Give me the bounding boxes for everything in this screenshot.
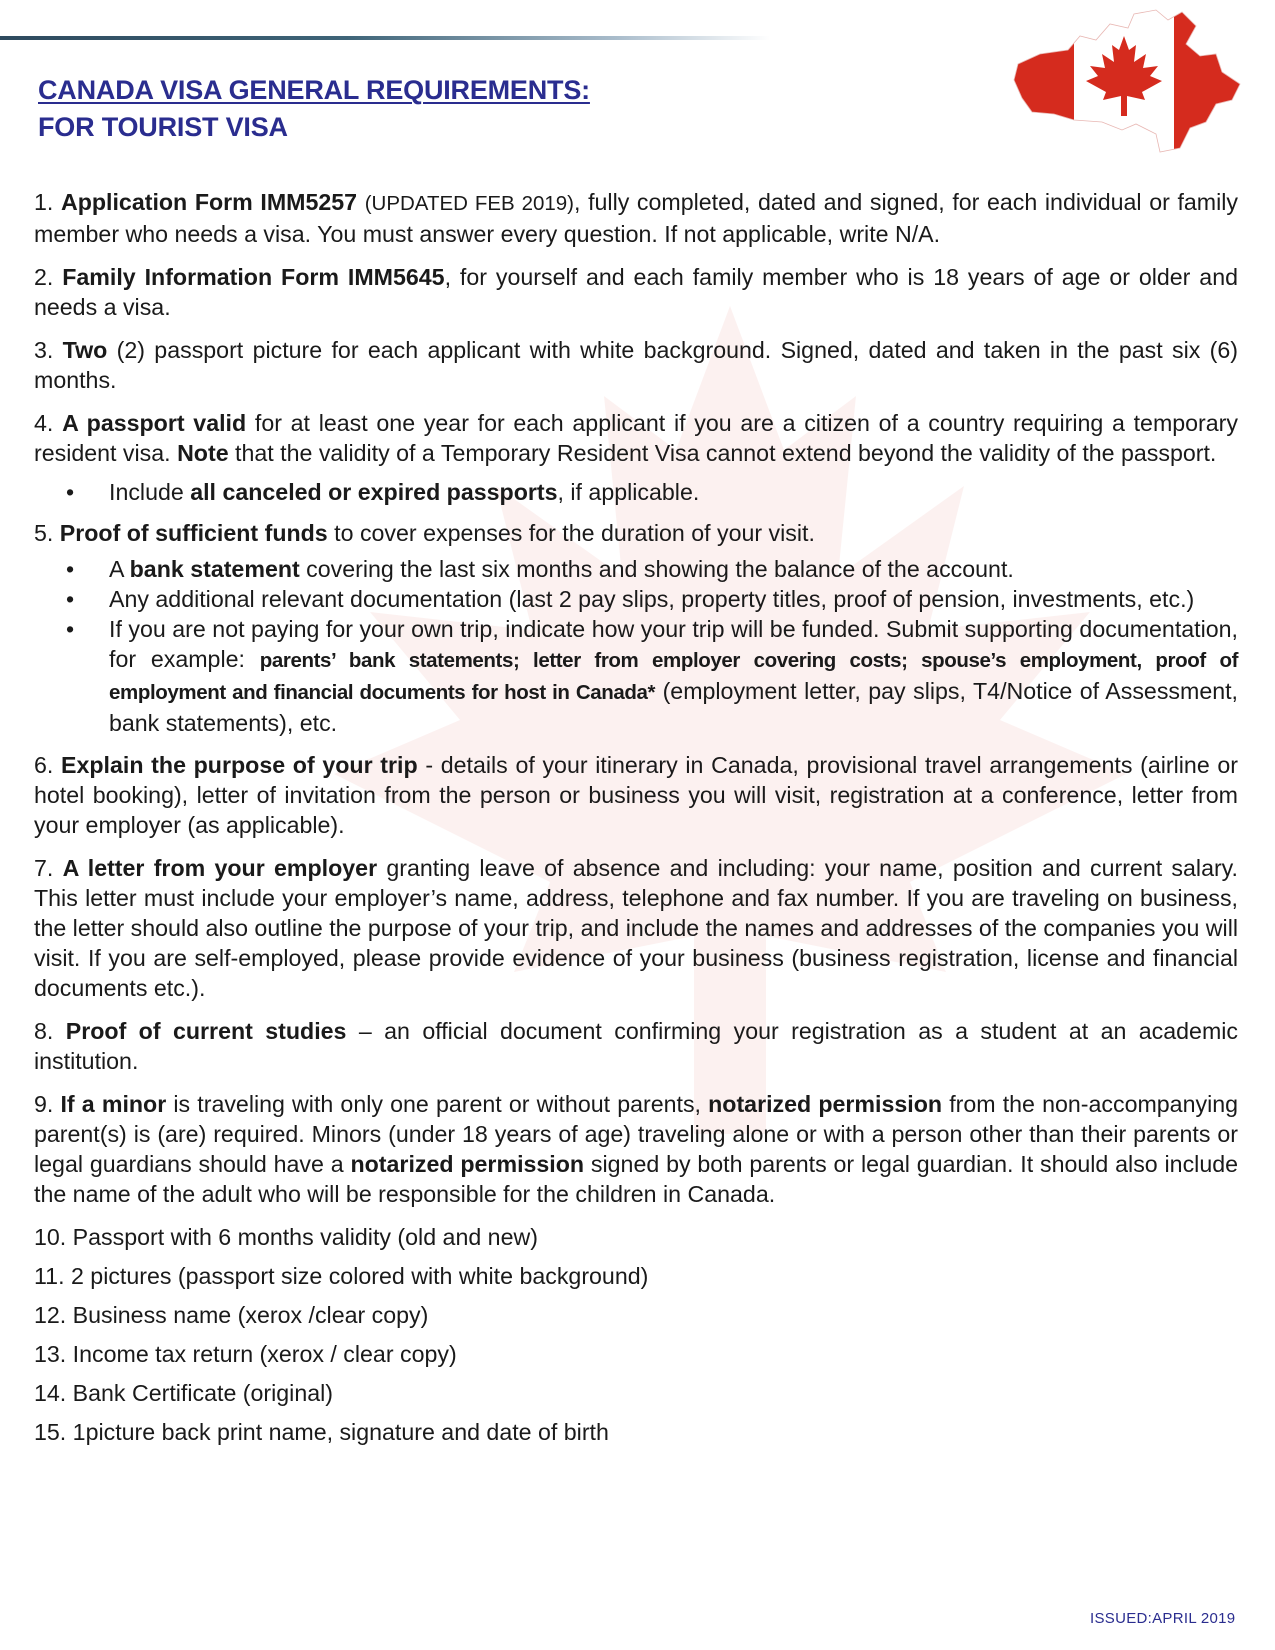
requirement-5-bullets: [34, 554, 1238, 738]
bullet-item: [34, 614, 1238, 738]
item-text: is traveling with only one parent or without parents,: [166, 1091, 709, 1117]
item-title: If a minor: [60, 1091, 167, 1117]
requirement-12: 12. Business name (xerox /clear copy): [34, 1302, 429, 1328]
item-text: to cover expenses for the duration of your visit.: [327, 520, 815, 546]
requirement-3: [34, 335, 1238, 395]
item-text: that the validity of a Temporary Resident Visa cannot extend beyond the validity of the passport.: [228, 440, 1217, 466]
requirement-6: [34, 750, 1238, 840]
requirement-15: 15. 1picture back print name, signature and date of birth: [34, 1419, 609, 1445]
item-number: 4.: [34, 410, 63, 436]
item-title: Proof of current studies: [65, 1018, 347, 1044]
item-title: Family Information Form IMM5645: [62, 264, 445, 290]
page-heading: [38, 72, 590, 146]
item-note: Note: [177, 440, 229, 466]
requirement-11: 11. 2 pictures (passport size colored with white background): [34, 1263, 649, 1289]
requirement-8: [34, 1016, 1238, 1076]
bullet-text: If you are not paying for your own trip, indicate how your trip will be funded. Submit supporting documentation, for example:: [109, 616, 1238, 672]
item-number: 7.: [34, 855, 63, 881]
item-text: signed by both parents or legal guardian. It should also include the name of the adult who will be responsible for the children in Canada.: [34, 1151, 1239, 1207]
requirement-2: [34, 262, 1238, 322]
bullet-item: [34, 554, 1238, 584]
item-update-note: (UPDATED FEB 2019): [364, 192, 575, 215]
item-text: , for yourself and each family member who is 18 years of age or older and needs a visa.: [34, 264, 1238, 320]
requirements-list: [34, 187, 1238, 1456]
canada-flag-map-icon: [1010, 6, 1250, 171]
item-text: – an official document confirming your registration as a student at an academic institution.: [34, 1018, 1239, 1074]
item-number: 5.: [34, 520, 60, 546]
item-number: 9.: [34, 1091, 61, 1117]
issued-date: ISSUED:APRIL 2019: [1090, 1610, 1236, 1627]
item-title: A passport valid: [62, 410, 247, 436]
item-text: , fully completed, dated and signed, for each individual or family member who needs a visa. You must answer every question. If not applicable, write N/A.: [34, 189, 1238, 247]
bullet-bold: bank statement: [129, 556, 300, 582]
item-bold: notarized permission: [708, 1091, 943, 1117]
bullet-text: Include: [109, 479, 191, 505]
item-title: A letter from your employer: [62, 855, 378, 881]
requirement-9: [34, 1089, 1238, 1209]
bullet-item: [34, 584, 1238, 614]
item-number: 3.: [34, 337, 63, 363]
bullet-text: Any additional relevant documentation (last 2 pay slips, property titles, proof of pension, investments, etc.): [109, 586, 1195, 612]
bullet-bold: parents’ bank statements; letter from employer covering costs; spouse’s employment, proof of employment and financial documents for host in Canada*: [109, 649, 1238, 704]
item-title: Two: [62, 337, 108, 363]
requirement-5: [34, 518, 1238, 548]
requirement-10: 10. Passport with 6 months validity (old and new): [34, 1224, 538, 1250]
item-number: 8.: [34, 1018, 66, 1044]
requirement-4: [34, 408, 1238, 468]
item-text: from the non-accompanying parent(s) is (are) required. Minors (under 18 years of age) traveling alone or with a person other than their parents or legal guardians should have a: [34, 1091, 1239, 1177]
requirement-14: 14. Bank Certificate (original): [34, 1380, 333, 1406]
bullet-text: (employment letter, pay slips, T4/Notice of Assessment, bank statements), etc.: [109, 678, 1238, 736]
item-number: 6.: [34, 752, 62, 778]
item-number: 2.: [34, 264, 63, 290]
bullet-text: A: [109, 556, 130, 582]
item-text: (2) passport picture for each applicant with white background. Signed, dated and taken in the past six (6) months.: [34, 337, 1239, 393]
bullet-text: , if applicable.: [557, 479, 700, 505]
bullet-text: covering the last six months and showing the balance of the account.: [299, 556, 1014, 582]
requirement-13: 13. Income tax return (xerox / clear copy): [34, 1341, 457, 1367]
item-bold: notarized permission: [350, 1151, 585, 1177]
item-title: Application Form IMM5257: [60, 189, 358, 215]
top-rule: [0, 36, 770, 40]
bullet-item: [34, 477, 1238, 507]
requirement-7: [34, 853, 1238, 1003]
requirement-4-bullets: [34, 477, 1238, 507]
bullet-bold: all canceled or expired passports: [190, 479, 558, 505]
item-text: for at least one year for each applicant if you are a citizen of a country requiring a temporary resident visa.: [34, 410, 1238, 466]
item-text: granting leave of absence and including: your name, position and current salary. This letter must include your employer’s name, address, telephone and fax number. If you are traveling on business, the letter should also outline the purpose of your trip, and include the names and addresses of the companies you will visit. If you are self-employed, please provide evidence of your business (business registration, license and financial documents etc.).: [34, 855, 1238, 1001]
item-text: - details of your itinerary in Canada, provisional travel arrangements (airline or hotel booking), letter of invitation from the person or business you will visit, registration at a conference, letter from your employer (as applicable).: [34, 752, 1239, 838]
heading-line-2: FOR TOURIST VISA: [38, 112, 288, 142]
requirement-1: [34, 187, 1238, 249]
item-title: Explain the purpose of your trip: [61, 752, 418, 778]
item-number: 1.: [34, 189, 61, 215]
heading-line-1: CANADA VISA GENERAL REQUIREMENTS:: [38, 75, 590, 105]
item-title: Proof of sufficient funds: [59, 520, 328, 546]
